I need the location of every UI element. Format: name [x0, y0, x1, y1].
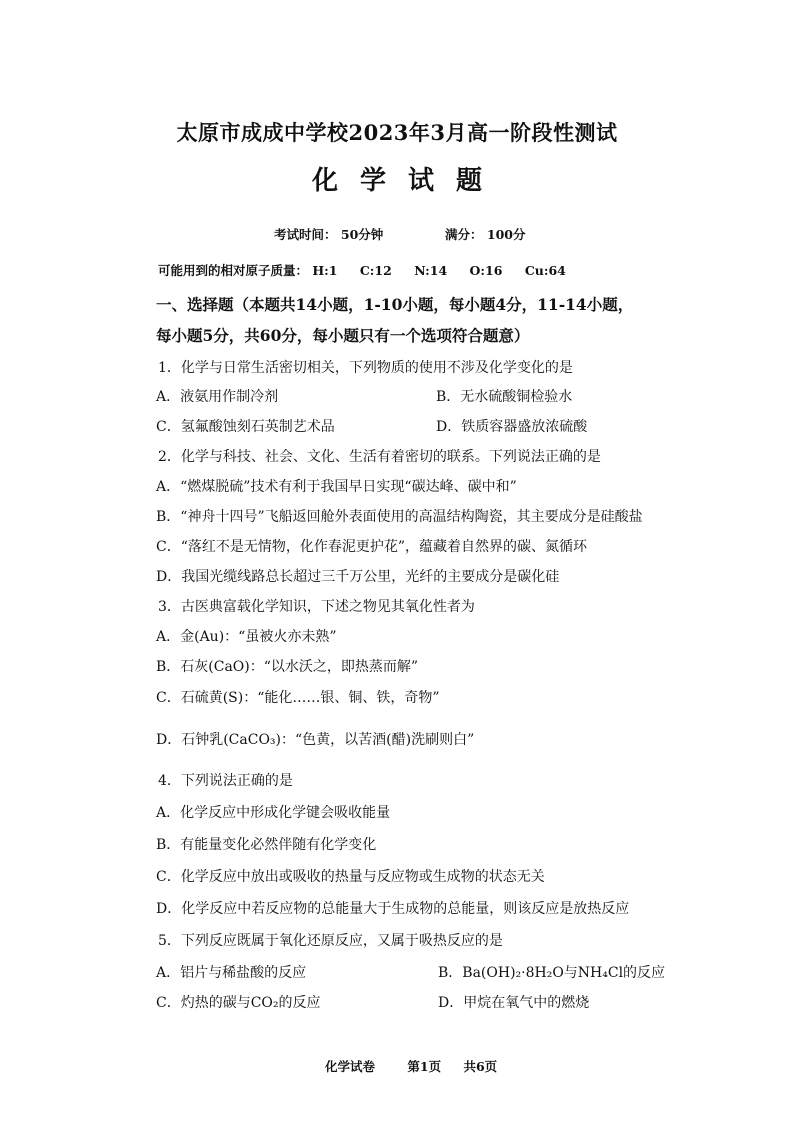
- question-2-option-c: C．“落红不是无情物，化作春泥更护花”，蕴藏着自然界的碳、氮循环: [156, 539, 588, 555]
- question-2-option-d: D．我国光缆线路总长超过三千万公里，光纤的主要成分是碳化硅: [156, 569, 560, 585]
- subject-title: 化学试题: [311, 166, 504, 196]
- question-5-option-b: B．Ba(OH)₂·8H₂O与NH₄Cl的反应: [438, 965, 666, 981]
- page-footer: [325, 1058, 497, 1076]
- question-5-option-d: D．甲烷在氧气中的燃烧: [438, 995, 590, 1011]
- footer-page-number: 第1页: [407, 1059, 442, 1074]
- question-4-stem: 4．下列说法正确的是: [158, 773, 293, 789]
- atomic-mass-label: 可能用到的相对原子质量：: [158, 263, 309, 278]
- section-heading-line2: 每小题5分，共60分，每小题只有一个选项符合题意）: [156, 326, 530, 345]
- question-3-option-d: D．石钟乳(CaCO₃)：“色黄，以苦酒(醋)洗刷则白”: [156, 732, 475, 748]
- section-heading-line1: 一、选择题（本题共14小题，1-10小题，每小题4分，11-14小题，: [156, 295, 634, 314]
- atomic-mass-cu: Cu:64: [524, 263, 566, 278]
- atomic-masses: [158, 262, 566, 280]
- atomic-mass-c: C:12: [359, 263, 392, 278]
- footer-total-pages: 共6页: [463, 1059, 498, 1074]
- question-1-option-b: B．无水硫酸铜检验水: [436, 389, 573, 405]
- footer-paper-name: 化学试卷: [325, 1059, 376, 1074]
- atomic-mass-o: O:16: [469, 263, 503, 278]
- full-score-value: 100分: [486, 227, 526, 242]
- question-1-option-c: C．氢氟酸蚀刻石英制艺术品: [156, 419, 335, 435]
- question-2-option-a: A．“燃煤脱硫”技术有利于我国早日实现“碳达峰、碳中和”: [156, 479, 517, 495]
- question-5-option-a: A．铝片与稀盐酸的反应: [156, 965, 307, 981]
- question-1-stem: 1．化学与日常生活密切相关，下列物质的使用不涉及化学变化的是: [158, 360, 573, 376]
- question-1-option-d: D．铁质容器盛放浓硫酸: [436, 419, 588, 435]
- question-4-option-a: A．化学反应中形成化学键会吸收能量: [156, 805, 391, 821]
- exam-title: 太原市成成中学校2023年3月高一阶段性测试: [176, 120, 618, 145]
- exam-time-label: 考试时间：: [274, 227, 337, 242]
- full-score: [445, 226, 525, 244]
- question-4-option-d: D．化学反应中若反应物的总能量大于生成物的总能量，则该反应是放热反应: [156, 901, 630, 917]
- atomic-mass-h: H:1: [312, 263, 338, 278]
- question-5-stem: 5．下列反应既属于氧化还原反应，又属于吸热反应的是: [158, 933, 503, 949]
- question-3-stem: 3．古医典富载化学知识，下述之物见其氧化性者为: [158, 599, 475, 615]
- question-2-stem: 2．化学与科技、社会、文化、生活有着密切的联系。下列说法正确的是: [158, 449, 601, 465]
- question-3-option-c: C．石硫黄(S)：“能化……银、铜、铁，奇物”: [156, 690, 440, 706]
- question-3-option-b: B．石灰(CaO)：“以水沃之，即热蒸而解”: [156, 659, 419, 675]
- exam-time-value: 50分钟: [340, 227, 384, 242]
- question-4-option-b: B．有能量变化必然伴随有化学变化: [156, 837, 377, 853]
- exam-time: [274, 226, 383, 244]
- atomic-mass-n: N:14: [414, 263, 448, 278]
- question-5-option-c: C．灼热的碳与CO₂的反应: [156, 995, 321, 1011]
- question-3-option-a: A．金(Au)：“虽被火亦未熟”: [156, 629, 337, 645]
- question-1-option-a: A．液氨用作制冷剂: [156, 389, 279, 405]
- full-score-label: 满分：: [445, 227, 483, 242]
- question-4-option-c: C．化学反应中放出或吸收的热量与反应物或生成物的状态无关: [156, 869, 545, 885]
- question-2-option-b: B．“神舟十四号”飞船返回舱外表面使用的高温结构陶瓷，其主要成分是硅酸盐: [156, 509, 643, 525]
